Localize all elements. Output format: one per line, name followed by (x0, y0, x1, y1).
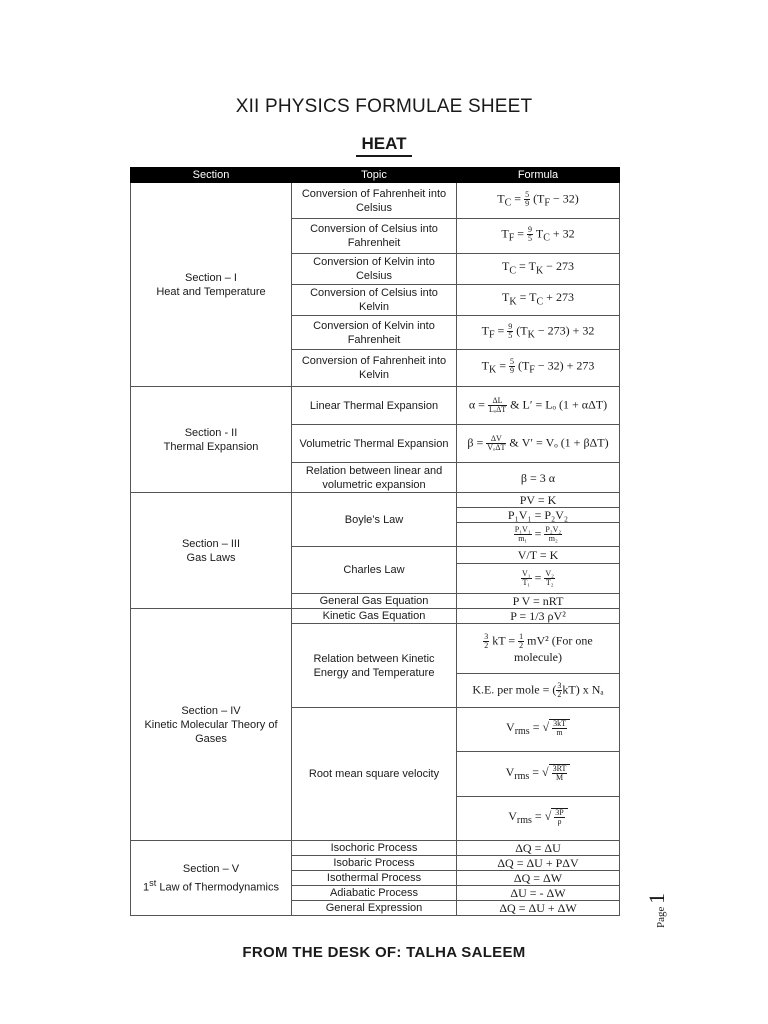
topic-cell: Conversion of Celsius into Fahrenheit (292, 219, 457, 254)
formula-cell: P V = nRT (457, 594, 620, 609)
formula-cell: $T_C$ = $\frac{5}{9}$ $(T_F - 32)$ (457, 183, 620, 219)
formula-cell: $T_F$ = $\frac{9}{5}$ $(T_K - 273) + 32$ (457, 316, 620, 350)
formula-cell: PV = K (457, 493, 620, 508)
topic-cell: Relation between linear and volumetric expansion (292, 463, 457, 493)
section-number: Section – III (181, 537, 241, 550)
section-cell-5 (131, 841, 292, 916)
topic-cell: Isobaric Process (292, 856, 457, 871)
section-number: Section – IV (181, 704, 241, 717)
formula-cell: α = $\frac{\Delta L}{\text{LₒΔT}}$ & L′ = Lₒ (1 + αΔT) (457, 387, 620, 425)
formula-cell: P₁V₁ = P₂V₂ (457, 508, 620, 523)
formula-cell: ΔQ = ΔU + ΔW (457, 901, 620, 916)
topic-cell: Linear Thermal Expansion (292, 387, 457, 425)
section-number: Section – I (185, 271, 237, 284)
formula-cell: $T_C = T_K - 273$ (457, 254, 620, 285)
formula-cell: $T_K = T_C + 273$ (457, 285, 620, 316)
page-number (644, 888, 668, 928)
section-cell-2 (131, 387, 292, 493)
header-topic: Topic (292, 168, 457, 183)
subtitle-underline (356, 155, 412, 157)
topic-cell: Volumetric Thermal Expansion (292, 425, 457, 463)
section-number: Section - II (184, 426, 238, 439)
topic-cell: Conversion of Kelvin into Celsius (292, 254, 457, 285)
formula-cell: β = $\frac{\Delta V}{\text{VₒΔT}}$ & V′ = Vₒ (1 + βΔT) (457, 425, 620, 463)
topic-cell: Conversion of Fahrenheit into Celsius (292, 183, 457, 219)
formula-cell: ΔQ = ΔU (457, 841, 620, 856)
formula-cell: ΔQ = ΔU + PΔV (457, 856, 620, 871)
table-row (131, 183, 620, 219)
topic-cell: Adiabatic Process (292, 886, 457, 901)
formula-cell: $\frac{\text{P₁V₁}}{\text{m₁}}$ = $\frac{\text{P₂V₂}}{\text{m₂}}$ (457, 523, 620, 547)
topic-cell: Isothermal Process (292, 871, 457, 886)
page-number-value: 1 (644, 892, 669, 904)
topic-cell: General Expression (292, 901, 457, 916)
section-name: 1st Law of Thermodynamics (143, 877, 279, 894)
section-cell-1 (131, 183, 292, 387)
section-name: Kinetic Molecular Theory of Gases (144, 718, 278, 745)
table-header-row (131, 168, 620, 183)
section-name: Gas Laws (186, 551, 236, 564)
formula-cell: $\frac{\text{V₁}}{\text{T₁}}$ = $\frac{\text{V₂}}{\text{T₂}}$ (457, 564, 620, 594)
header-section: Section (131, 168, 292, 183)
formula-table (130, 167, 620, 916)
section-name: Heat and Temperature (156, 285, 266, 298)
formula-cell: P = 1/3 ρV² (457, 609, 620, 624)
topic-cell: Charles Law (292, 547, 457, 594)
section-cell-4 (131, 609, 292, 841)
page-label: Page (655, 906, 667, 928)
topic-cell: Relation between Kinetic Energy and Temperature (292, 624, 457, 708)
formula-cell: K.E. per mole = ( $\frac{3}{2}$ kT) x Nₐ (457, 674, 620, 708)
table-row (131, 387, 620, 425)
topic-cell: Isochoric Process (292, 841, 457, 856)
document-subtitle: HEAT (361, 134, 407, 153)
topic-cell: Boyle’s Law (292, 493, 457, 547)
formula-cell: V/T = K (457, 547, 620, 564)
topic-cell: Conversion of Fahrenheit into Kelvin (292, 350, 457, 387)
topic-cell: Root mean square velocity (292, 708, 457, 841)
formula-cell: $V_{rms}$ = √ $\frac{3P}{\rho}$ (457, 797, 620, 841)
topic-cell: General Gas Equation (292, 594, 457, 609)
formula-cell: $V_{rms}$ = √ $\frac{3kT}{m}$ (457, 708, 620, 752)
formula-cell: $T_K$ = $\frac{5}{9}$ $(T_F - 32) + 273$ (457, 350, 620, 387)
header-formula: Formula (457, 168, 620, 183)
topic-cell: Conversion of Kelvin into Fahrenheit (292, 316, 457, 350)
formula-cell: $T_F$ = $\frac{9}{5}$ $T_C + 32$ (457, 219, 620, 254)
table-row (131, 841, 620, 856)
table-row (131, 609, 620, 624)
topic-cell: Kinetic Gas Equation (292, 609, 457, 624)
formula-cell: ΔU = - ΔW (457, 886, 620, 901)
formula-cell: $V_{rms}$ = √ $\frac{3RT}{M}$ (457, 752, 620, 797)
section-cell-3 (131, 493, 292, 609)
formula-cell: ΔQ = ΔW (457, 871, 620, 886)
topic-cell: Conversion of Celsius into Kelvin (292, 285, 457, 316)
section-number: Section – V (182, 862, 240, 875)
formula-cell: $\frac{3}{2}$ kT = $\frac{1}{2}$ mV² (For one molecule) (457, 624, 620, 674)
document-title: XII PHYSICS FORMULAE SHEET (235, 96, 533, 117)
section-name: Thermal Expansion (163, 440, 259, 453)
footer-author: FROM THE DESK OF: TALHA SALEEM (242, 944, 526, 961)
table-row (131, 493, 620, 508)
formula-cell: β = 3 α (457, 463, 620, 493)
